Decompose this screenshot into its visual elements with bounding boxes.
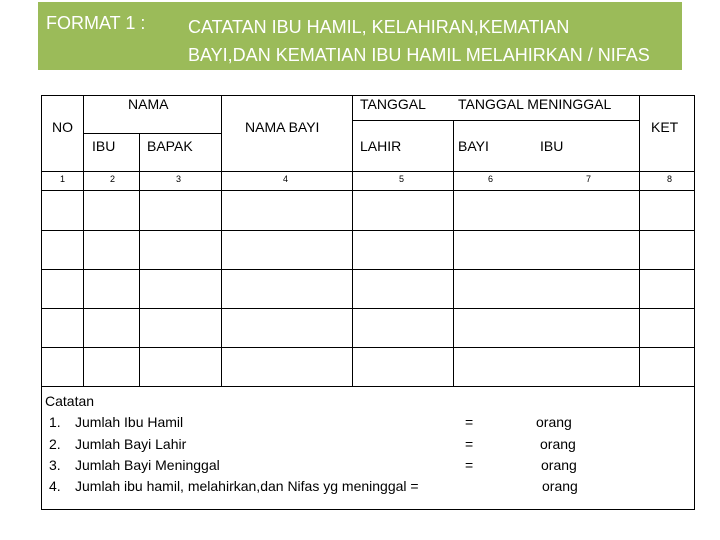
header-tanggal: TANGGAL xyxy=(360,96,426,112)
note-unit: orang xyxy=(536,414,572,431)
header-nama: NAMA xyxy=(128,96,169,112)
column-number: 4 xyxy=(283,174,289,184)
header-bayi: BAYI xyxy=(458,138,489,154)
col-rule xyxy=(352,96,353,386)
note-text: Jumlah Bayi Lahir xyxy=(75,435,187,452)
note-number: 3. xyxy=(49,456,61,473)
header-tanggal-meninggal: TANGGAL MENINGGAL xyxy=(458,96,612,112)
row-rule xyxy=(42,386,694,387)
note-text: Jumlah Bayi Meninggal xyxy=(75,456,220,473)
note-unit: orang xyxy=(541,456,577,473)
note-item xyxy=(45,434,576,455)
note-number: 2. xyxy=(49,435,61,452)
note-text: Jumlah Ibu Hamil xyxy=(75,414,184,431)
nama-sub-rule xyxy=(83,133,221,134)
page-title xyxy=(188,13,650,69)
header-bapak: BAPAK xyxy=(147,138,193,154)
column-number: 7 xyxy=(586,174,592,184)
column-number: 5 xyxy=(399,174,405,184)
notes-heading: Catatan xyxy=(45,393,95,409)
notes-section xyxy=(45,391,578,497)
col-rule xyxy=(221,96,222,386)
note-equals: = xyxy=(465,456,474,473)
header-ibu: IBU xyxy=(92,138,116,154)
header-banner xyxy=(38,2,682,70)
format-label: FORMAT 1 : xyxy=(46,13,146,33)
header-nama-bayi: NAMA BAYI xyxy=(245,119,320,135)
column-number: 2 xyxy=(110,174,116,184)
note-number: 4. xyxy=(49,478,61,495)
col-rule xyxy=(83,96,84,386)
title-line-2: BAYI,DAN KEMATIAN IBU HAMIL MELAHIRKAN / NIFAS xyxy=(188,45,650,65)
note-unit: orang xyxy=(542,478,578,495)
note-equals: = xyxy=(465,435,474,452)
column-number: 8 xyxy=(667,174,673,184)
header-no: NO xyxy=(52,119,73,135)
column-number: 6 xyxy=(488,174,494,184)
col-rule xyxy=(639,96,640,386)
note-item xyxy=(45,476,578,497)
header-lahir: LAHIR xyxy=(360,138,402,154)
col-rule xyxy=(453,120,454,386)
column-number: 1 xyxy=(60,174,66,184)
note-unit: orang xyxy=(540,435,576,452)
header-ket: KET xyxy=(651,119,679,135)
note-item xyxy=(45,455,577,476)
column-number: 3 xyxy=(176,174,182,184)
title-line-1: CATATAN IBU HAMIL, KELAHIRAN,KEMATIAN xyxy=(188,17,570,37)
col-rule xyxy=(139,133,140,386)
date-sub-rule xyxy=(352,120,639,121)
header-ibu-meninggal: IBU xyxy=(540,138,564,154)
note-number: 1. xyxy=(49,414,61,431)
note-text: Jumlah ibu hamil, melahirkan,dan Nifas yg meninggal = xyxy=(75,478,419,495)
note-item xyxy=(45,412,572,433)
note-equals: = xyxy=(465,414,474,431)
